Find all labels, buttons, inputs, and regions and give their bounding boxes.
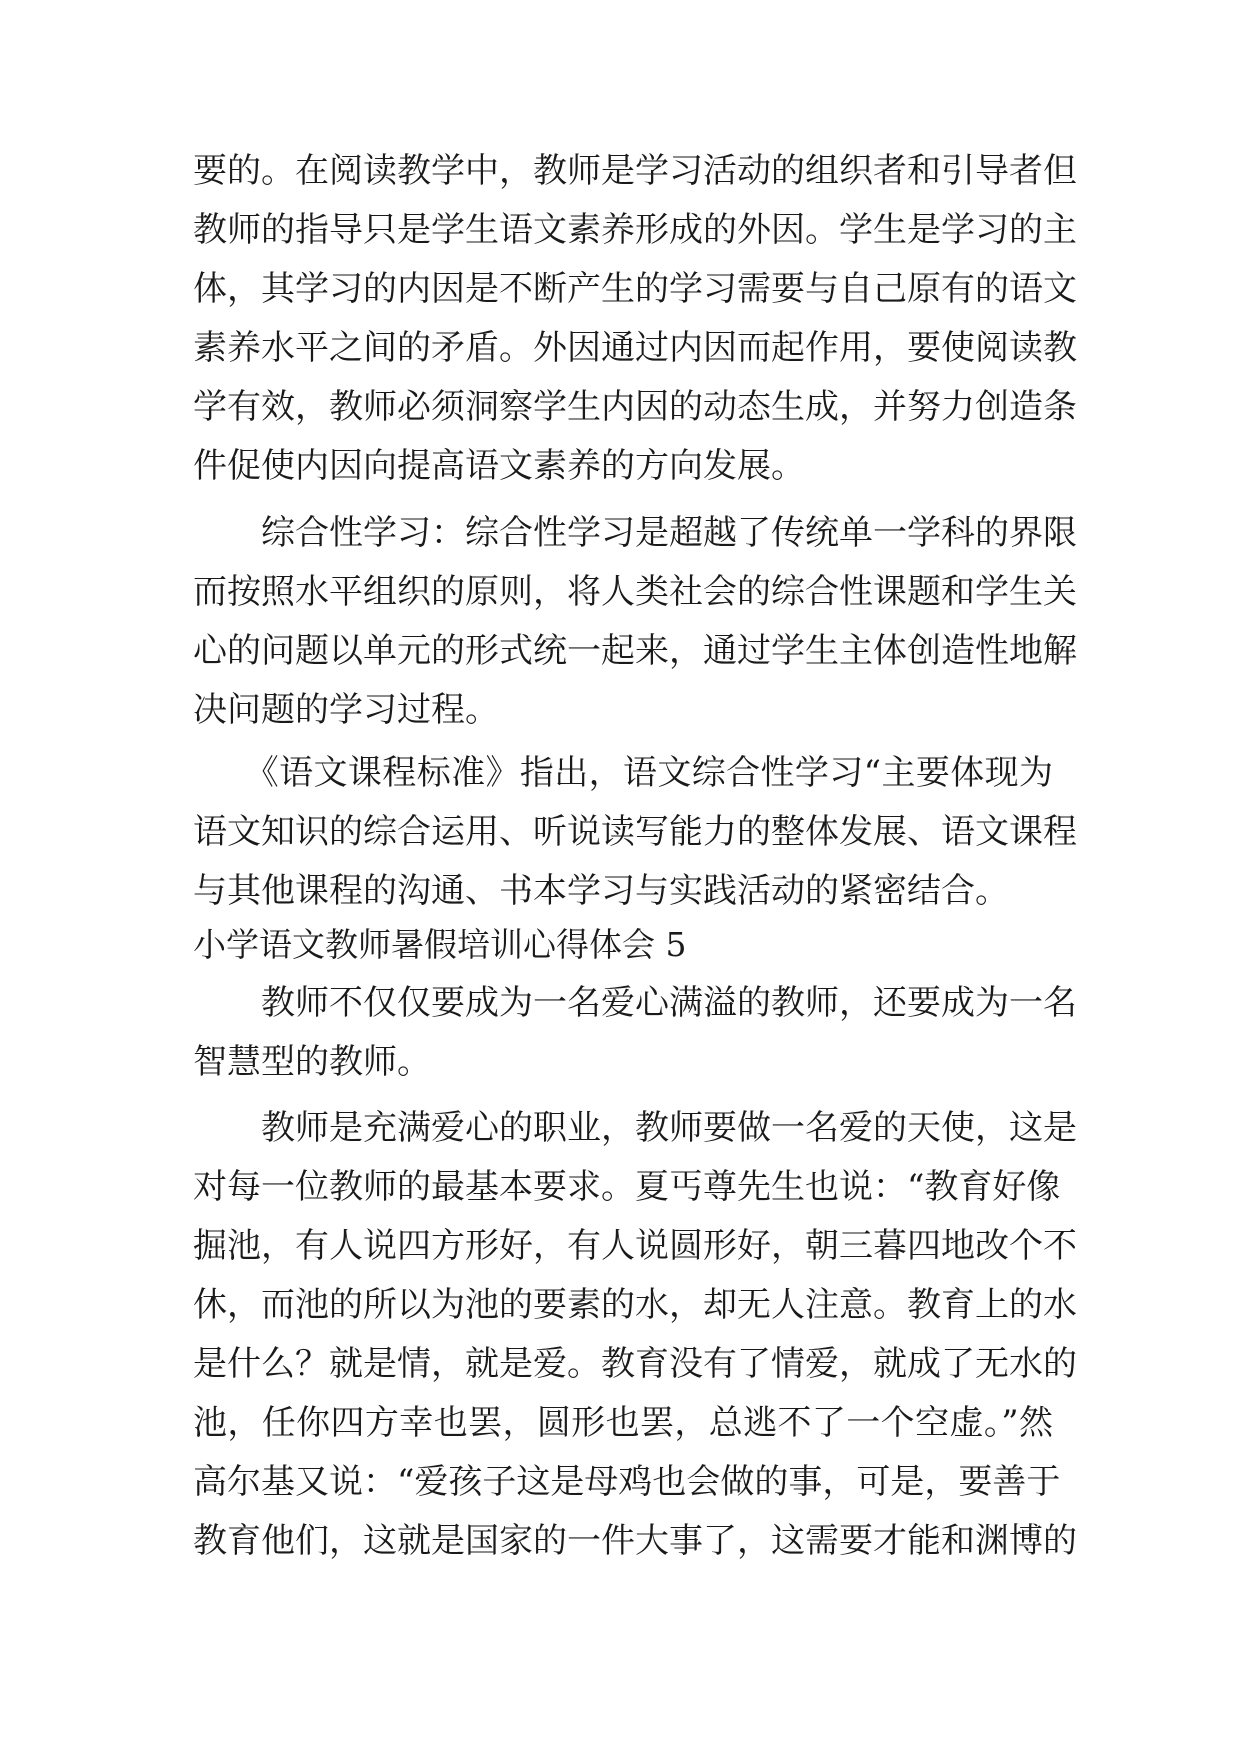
paragraph-line: 综合性学习：综合性学习是超越了传统单一学科的界限: [193, 513, 1077, 553]
paragraph-line: 教师不仅仅要成为一名爱心满溢的教师，还要成为一名: [193, 983, 1077, 1023]
paragraph-line: 是什么？就是情，就是爱。教育没有了情爱，就成了无水的: [193, 1344, 1077, 1384]
paragraph-line: 对每一位教师的最基本要求。夏丐尊先生也说：“教育好像: [193, 1167, 1061, 1207]
paragraph-line: 素养水平之间的矛盾。外因通过内因而起作用，要使阅读教: [193, 328, 1077, 368]
paragraph-line: 决问题的学习过程。: [193, 690, 499, 730]
paragraph-line: 掘池，有人说四方形好，有人说圆形好，朝三暮四地改个不: [193, 1226, 1077, 1266]
paragraph-line: 学有效，教师必须洞察学生内因的动态生成，并努力创造条: [193, 387, 1077, 427]
paragraph-line: 池，任你四方幸也罢，圆形也罢，总逃不了一个空虚。”然: [193, 1403, 1053, 1443]
paragraph-line: 体，其学习的内因是不断产生的学习需要与自己原有的语文: [193, 269, 1077, 309]
paragraph-line: 而按照水平组织的原则，将人类社会的综合性课题和学生关: [193, 572, 1077, 612]
section-heading: 小学语文教师暑假培训心得体会 5: [193, 925, 687, 964]
paragraph-line: 心的问题以单元的形式统一起来，通过学生主体创造性地解: [193, 631, 1077, 671]
paragraph-line: 教师的指导只是学生语文素养形成的外因。学生是学习的主: [193, 210, 1077, 250]
paragraph-line: 《语文课程标准》指出，语文综合性学习“主要体现为: [193, 753, 1053, 793]
paragraph-line: 教师是充满爱心的职业，教师要做一名爱的天使，这是: [193, 1108, 1077, 1148]
paragraph-line: 与其他课程的沟通、书本学习与实践活动的紧密结合。: [193, 871, 1009, 911]
paragraph-line: 智慧型的教师。: [193, 1042, 431, 1082]
paragraph-line: 件促使内因向提高语文素养的方向发展。: [193, 446, 805, 486]
paragraph-line: 语文知识的综合运用、听说读写能力的整体发展、语文课程: [193, 812, 1077, 852]
paragraph-line: 休，而池的所以为池的要素的水，却无人注意。教育上的水: [193, 1285, 1077, 1325]
paragraph-line: 教育他们，这就是国家的一件大事了，这需要才能和渊博的: [193, 1521, 1077, 1561]
paragraph-line: 高尔基又说：“爱孩子这是母鸡也会做的事，可是，要善于: [193, 1462, 1061, 1502]
paragraph-line: 要的。在阅读教学中，教师是学习活动的组织者和引导者但: [193, 151, 1077, 191]
